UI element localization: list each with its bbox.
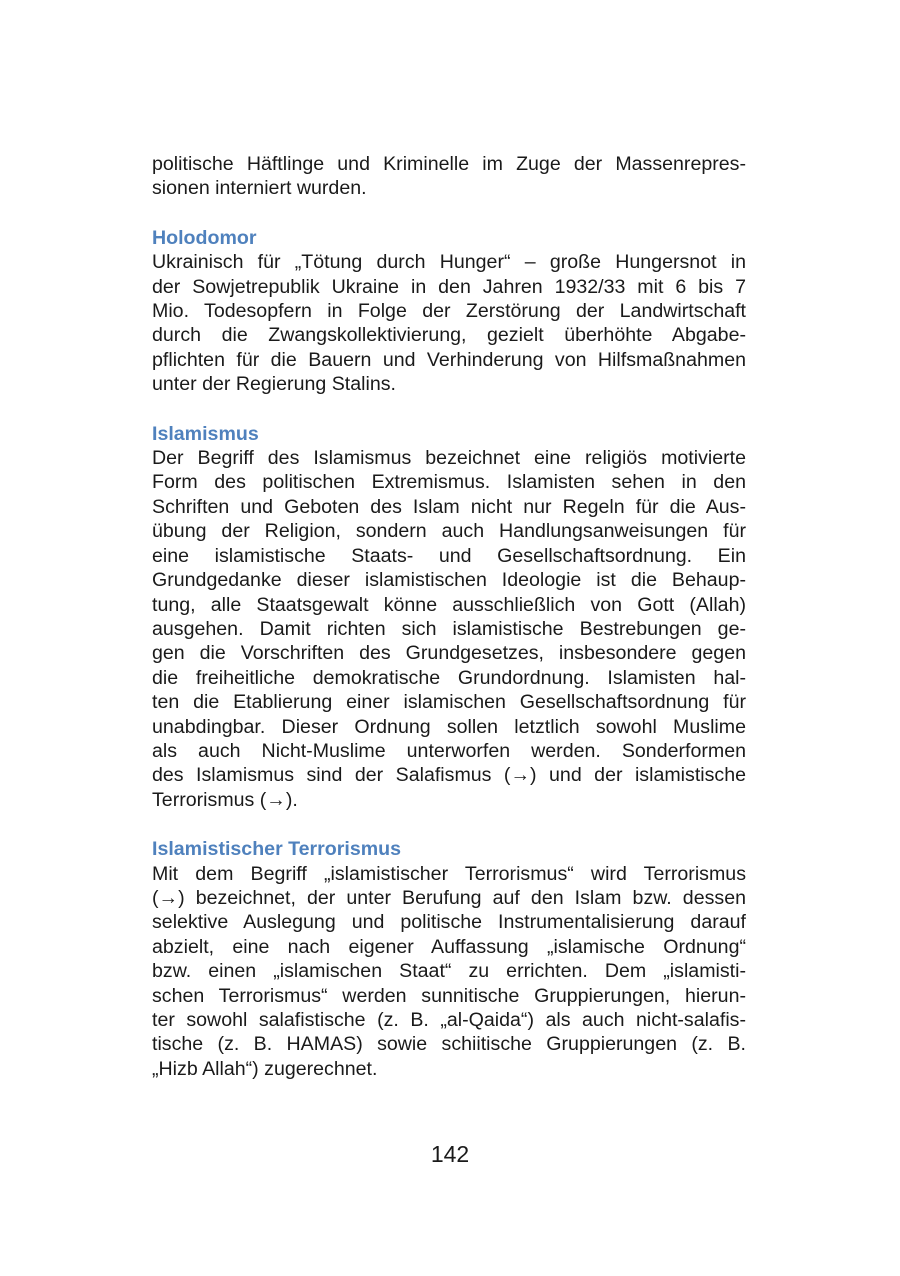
intro-paragraph [152, 152, 746, 201]
entry-paragraph [152, 446, 746, 812]
text-line: (→) bezeichnet, der unter Berufung auf den Islam bzw. dessen [152, 886, 746, 909]
text-line: abzielt, eine nach eigener Auffassung „islamische Ordnung“ [152, 935, 746, 958]
text-line: Ukrainisch für „Tötung durch Hunger“ – große Hungersnot in [152, 251, 746, 274]
text-line: bzw. einen „islamischen Staat“ zu errichten. Dem „islamisti- [152, 960, 746, 983]
text-line: Mio. Todesopfern in Folge der Zerstörung der Landwirtschaft [152, 300, 746, 323]
text-line: sionen interniert wurden. [152, 177, 367, 200]
text-line: ten die Etablierung einer islamischen Gesellschaftsordnung für [152, 691, 746, 714]
entry-heading: Islamistischer Terrorismus [152, 838, 402, 861]
entry-paragraph [152, 250, 746, 396]
text-line: pflichten für die Bauern und Verhinderung von Hilfsmaßnahmen [152, 348, 746, 371]
page-content [152, 152, 746, 1081]
text-line: Schriften und Geboten des Islam nicht nur Regeln für die Aus- [152, 495, 746, 518]
text-line: Grundgedanke dieser islamistischen Ideologie ist die Behaup- [152, 569, 746, 592]
text-line: ter sowohl salafistische (z. B. „al-Qaida“) als auch nicht-salafis- [152, 1009, 746, 1031]
text-line: selektive Auslegung und politische Instrumentalisierung darauf [152, 911, 746, 934]
text-line: Der Begriff des Islamismus bezeichnet eine religiös motivierte [152, 447, 746, 470]
text-line: Form des politischen Extremismus. Islamisten sehen in den [152, 471, 746, 494]
text-line: die freiheitliche demokratische Grundordnung. Islamisten hal- [152, 666, 746, 689]
text-line: schen Terrorismus“ werden sunnitische Gruppierungen, hierun- [152, 984, 746, 1007]
entry-holodomor [152, 226, 746, 397]
text-line: als auch Nicht-Muslime unterworfen werden. Sonderformen [152, 739, 746, 762]
text-line: der Sowjetrepublik Ukraine in den Jahren 1932/33 mit 6 bis 7 [152, 275, 746, 298]
text-line: „Hizb Allah“) zugerechnet. [152, 1057, 378, 1080]
text-line: des Islamismus sind der Salafismus (→) und der islamistische [152, 764, 746, 787]
text-line: tung, alle Staatsgewalt könne ausschließlich von Gott (Allah) [152, 593, 746, 616]
text-line: Mit dem Begriff „islamistischer Terrorismus“ wird Terrorismus [152, 862, 746, 885]
text-line: Terrorismus (→). [152, 788, 298, 811]
text-line: tische (z. B. HAMAS) sowie schiitische Gruppierungen (z. B. [152, 1033, 746, 1056]
text-line: ausgehen. Damit richten sich islamistische Bestrebungen ge- [152, 617, 746, 640]
text-line: durch die Zwangskollektivierung, gezielt überhöhte Abgabe- [152, 324, 746, 347]
text-line: übung der Religion, sondern auch Handlungsanweisungen für [152, 520, 746, 543]
page-number: 142 [430, 1141, 470, 1167]
entry-islamismus [152, 422, 746, 813]
entry-heading: Islamismus [152, 422, 259, 445]
text-line: gen die Vorschriften des Grundgesetzes, insbesondere gegen [152, 642, 746, 665]
entry-islamistischer-terrorismus [152, 837, 746, 1081]
text-line: unabdingbar. Dieser Ordnung sollen letztlich sowohl Muslime [152, 715, 746, 738]
entry-heading: Holodomor [152, 226, 257, 249]
text-line: unter der Regierung Stalins. [152, 373, 396, 396]
text-line: eine islamistische Staats- und Gesellschaftsordnung. Ein [152, 544, 746, 567]
text-line: politische Häftlinge und Kriminelle im Zuge der Massenrepres- [152, 153, 746, 175]
entry-paragraph [152, 862, 746, 1082]
